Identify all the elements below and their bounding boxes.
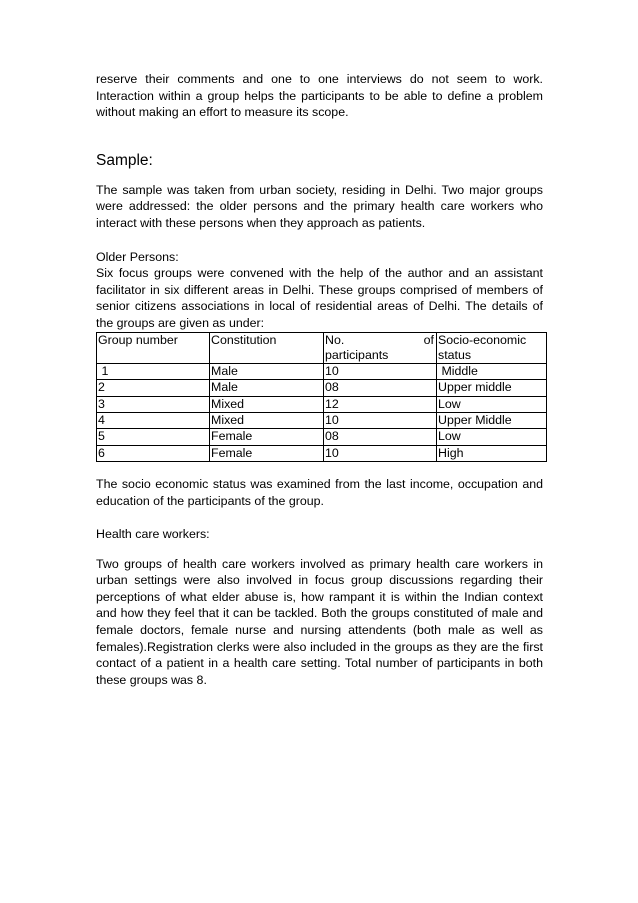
cell-participants: 12 bbox=[324, 396, 437, 412]
cell-status: High bbox=[437, 445, 547, 461]
cell-status: Low bbox=[437, 396, 547, 412]
older-persons-paragraph: Six focus groups were convened with the help of the author and an assistant facilitator in six different areas in Delhi. These groups comprised of members of senior citizens associations in local of residential areas of Delhi. The details of the groups are given as under: bbox=[96, 266, 543, 330]
cell-constitution: Mixed bbox=[210, 413, 324, 429]
cell-status: Middle bbox=[437, 364, 547, 380]
cell-group: 2 bbox=[97, 380, 210, 396]
cell-constitution: Mixed bbox=[210, 396, 324, 412]
cell-group: 4 bbox=[97, 413, 210, 429]
cell-participants: 10 bbox=[324, 445, 437, 461]
cell-group: 5 bbox=[97, 429, 210, 445]
cell-status: Upper middle bbox=[437, 380, 547, 396]
cell-participants: 10 bbox=[324, 364, 437, 380]
cell-group: 3 bbox=[97, 396, 210, 412]
table-header-row bbox=[97, 332, 547, 364]
cell-constitution: Male bbox=[210, 364, 324, 380]
sample-paragraph: The sample was taken from urban society, residing in Delhi. Two major groups were addressed: the older persons and the primary health care workers who interact with these persons when they approach as patients. bbox=[96, 182, 543, 230]
health-workers-heading: Health care workers: bbox=[96, 527, 210, 542]
cell-constitution: Female bbox=[210, 429, 324, 445]
table-row bbox=[97, 445, 547, 461]
header-participants-no: No. bbox=[325, 332, 345, 347]
table-row bbox=[97, 380, 547, 396]
table-row bbox=[97, 364, 547, 380]
cell-participants: 08 bbox=[324, 429, 437, 445]
header-constitution: Constitution bbox=[210, 332, 324, 364]
socio-economic-paragraph: The socio economic status was examined from the last income, occupation and education of the participants of the group. bbox=[96, 476, 543, 508]
header-participants-of: of bbox=[423, 332, 434, 347]
older-persons-heading: Older Persons: bbox=[96, 249, 179, 264]
cell-group: 1 bbox=[97, 364, 210, 380]
cell-group: 6 bbox=[97, 445, 210, 461]
health-workers-paragraph: Two groups of health care workers involved as primary health care workers in urban settings were also involved in focus group discussions regarding their perceptions of what elder abuse is, how rampant it is within the Indian context and how they feel that it can be tackled. Both the groups constituted of male and female doctors, female nurse and nursing attendents (both male as well as females).Registration clerks were also included in the groups as they are the first contact of a patient in a health care setting. Total number of participants in both these groups was 8. bbox=[96, 556, 543, 687]
table-row bbox=[97, 413, 547, 429]
table-row bbox=[97, 429, 547, 445]
header-group-number: Group number bbox=[97, 332, 210, 364]
header-status: Socio-economic status bbox=[437, 332, 547, 364]
cell-participants: 10 bbox=[324, 413, 437, 429]
groups-table bbox=[96, 332, 547, 462]
header-participants-label: participants bbox=[325, 347, 389, 362]
cell-constitution: Male bbox=[210, 380, 324, 396]
intro-paragraph: reserve their comments and one to one interviews do not seem to work. Interaction within a group helps the participants to be able to define a problem without making an effort to measure its scope. bbox=[96, 72, 543, 120]
cell-constitution: Female bbox=[210, 445, 324, 461]
header-participants bbox=[324, 332, 437, 364]
cell-status: Low bbox=[437, 429, 547, 445]
cell-status: Upper Middle bbox=[437, 413, 547, 429]
page-content bbox=[96, 71, 543, 688]
sample-heading: Sample: bbox=[96, 151, 153, 169]
cell-participants: 08 bbox=[324, 380, 437, 396]
table-row bbox=[97, 396, 547, 412]
